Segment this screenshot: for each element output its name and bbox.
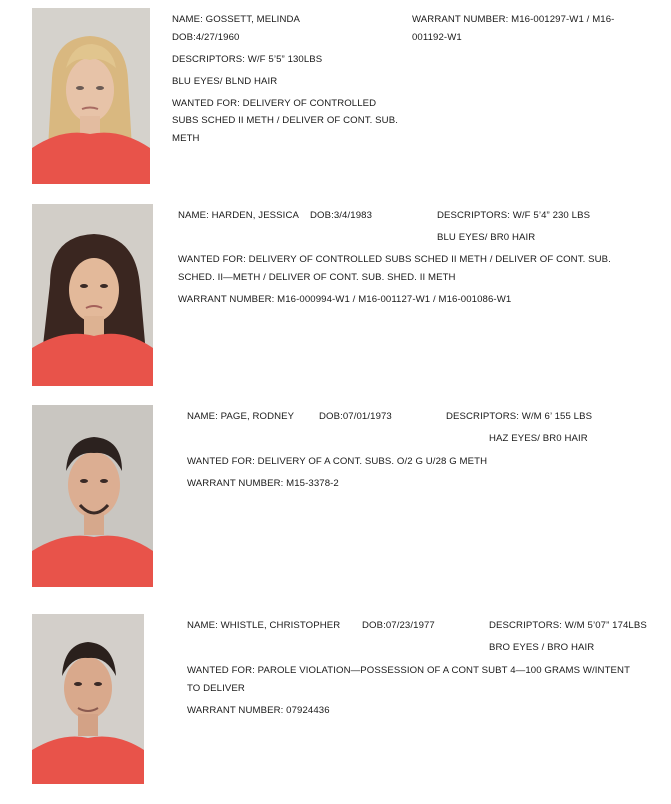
dob-gossett: DOB:4/27/1960 <box>172 32 240 43</box>
dob-whistle: DOB:07/23/1977 <box>362 620 435 631</box>
wanted-gossett-line1: WANTED FOR: DELIVERY OF CONTROLLED <box>172 98 377 109</box>
mugshot-photo-gossett <box>32 8 150 184</box>
wanted-harden-line2: SCHED. II—METH / DELIVER OF CONT. SUB. SHED. II METH <box>178 272 456 283</box>
eyes-hair-gossett: BLU EYES/ BLND HAIR <box>172 76 278 87</box>
wanted-gossett-line3: METH <box>172 133 200 144</box>
name-whistle: NAME: WHISTLE, CHRISTOPHER <box>187 620 341 631</box>
descriptors-whistle: DESCRIPTORS: W/M 5’07” 174LBS <box>489 620 647 631</box>
dob-harden: DOB:3/4/1983 <box>310 210 372 221</box>
wanted-page: WANTED FOR: DELIVERY OF A CONT. SUBS. O/2 G U/28 G METH <box>187 456 488 467</box>
name-gossett: NAME: GOSSETT, MELINDA <box>172 14 301 25</box>
eyes-hair-harden: BLU EYES/ BR0 HAIR <box>437 232 536 243</box>
warrant-harden: WARRANT NUMBER: M16-000994-W1 / M16-001127-W1 / M16-001086-W1 <box>178 294 512 305</box>
name-page: NAME: PAGE, RODNEY <box>187 411 295 422</box>
warrant-gossett-line1: WARRANT NUMBER: M16-001297-W1 / M16- <box>412 14 615 25</box>
dob-page: DOB:07/01/1973 <box>319 411 392 422</box>
eyes-hair-page: HAZ EYES/ BR0 HAIR <box>489 433 588 444</box>
wanted-whistle-line1: WANTED FOR: PAROLE VIOLATION—POSSESSION OF A CONT SUBT 4—100 GRAMS W/INTENT <box>187 665 631 676</box>
mugshot-photo-whistle <box>32 614 144 784</box>
mugshot-photo-harden <box>32 204 153 386</box>
wanted-whistle-line2: TO DELIVER <box>187 683 245 694</box>
descriptors-page: DESCRIPTORS: W/M 6’ 155 LBS <box>446 411 593 422</box>
wanted-gossett-line2: SUBS SCHED II METH / DELIVER OF CONT. SUB. <box>172 115 398 126</box>
mugshot-illustration <box>32 8 150 184</box>
eyes-hair-whistle: BRO EYES / BRO HAIR <box>489 642 595 653</box>
mugshot-photo-page <box>32 405 153 587</box>
warrant-page: WARRANT NUMBER: M15-3378-2 <box>187 478 339 489</box>
wanted-harden-line1: WANTED FOR: DELIVERY OF CONTROLLED SUBS SCHED II METH / DELIVER OF CONT. SUB. <box>178 254 611 265</box>
descriptors-gossett: DESCRIPTORS: W/F 5’5” 130LBS <box>172 54 323 65</box>
descriptors-harden: DESCRIPTORS: W/F 5’4” 230 LBS <box>437 210 591 221</box>
mugshot-illustration <box>32 204 153 386</box>
warrant-whistle: WARRANT NUMBER: 07924436 <box>187 705 330 716</box>
mugshot-illustration <box>32 614 144 784</box>
warrant-gossett-line2: 001192-W1 <box>412 32 462 43</box>
name-harden: NAME: HARDEN, JESSICA <box>178 210 299 221</box>
mugshot-illustration <box>32 405 153 587</box>
